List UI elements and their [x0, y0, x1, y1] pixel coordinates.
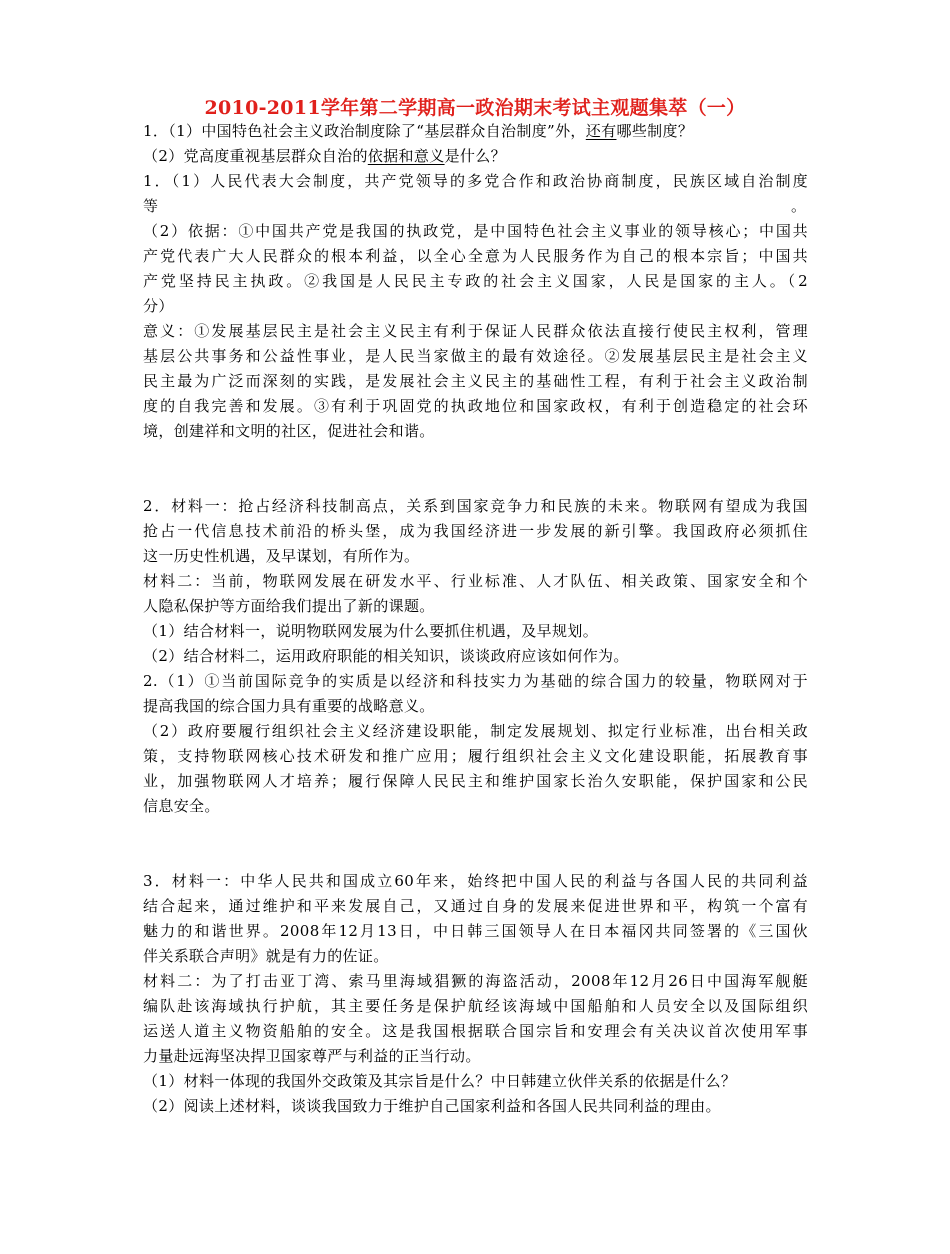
a1-line-3: （2）依据：①中国共产党是我国的执政党，是中国特色社会主义事业的领导核心；中国共 — [143, 222, 808, 240]
a2-line-3: （2）政府要履行组织社会主义经济建设职能，制定发展规划、拟定行业标准，出台相关政 — [143, 722, 808, 740]
q3-line-1: 3．材料一：中华人民共和国成立60年来，始终把中国人民的利益与各国人民的共同利益 — [143, 872, 808, 890]
q3-line-9: （1）材料一体现的我国外交政策及其宗旨是什么？中日韩建立伙伴关系的依据是什么？ — [143, 1072, 737, 1090]
q3-line-2: 结合起来，通过维护和平来发展自己，又通过自身的发展来促进世界和平，构筑一个富有 — [143, 897, 808, 915]
document-title: 2010-2011学年第二学期高一政治期末考试主观题集萃（一） — [204, 97, 746, 119]
q2-line-2: 抢占一代信息技术前沿的桥头堡，成为我国经济进一步发展的新引擎。我国政府必须抓住 — [143, 522, 808, 540]
q3-line-6: 编队赴该海域执行护航，其主要任务是保护航经该海域中国船舶和人员安全以及国际组织 — [143, 997, 808, 1015]
q2-line-4: 材料二：当前，物联网发展在研发水平、行业标准、人才队伍、相关政策、国家安全和个 — [143, 572, 808, 590]
a1-line-11: 境，创建祥和文明的社区，促进社会和谐。 — [143, 422, 435, 440]
q2-line-3: 这一历史性机遇，及早谋划，有所作为。 — [143, 547, 420, 565]
a2-line-6: 信息安全。 — [143, 797, 220, 815]
a1-line-10: 度的自我完善和发展。③有利于巩固党的执政地位和国家政权，有利于创造稳定的社会环 — [143, 397, 808, 415]
q3-line-4: 伴关系联合声明》就是有力的佐证。 — [143, 947, 389, 965]
underlined-text: 依据和意义 — [367, 147, 445, 165]
a1-line-6: 分） — [143, 297, 174, 315]
underlined-text: 还有 — [585, 122, 617, 140]
a1-line-5: 产党坚持民主执政。②我国是人民民主专政的社会主义国家，人民是国家的主人。（2 — [143, 272, 808, 290]
a1-line-4: 产党代表广大人民群众的根本利益，以全心全意为人民服务作为自己的根本宗旨；中国共 — [143, 247, 808, 265]
q2-line-5: 人隐私保护等方面给我们提出了新的课题。 — [143, 597, 435, 615]
a2-line-1: 2.（1）①当前国际竞争的实质是以经济和科技实力为基础的综合国力的较量，物联网对于 — [143, 672, 808, 690]
a1-line-9: 民主最为广泛而深刻的实践，是发展社会主义民主的基础性工程，有利于社会主义政治制 — [143, 372, 808, 390]
q3-line-5: 材料二：为了打击亚丁湾、索马里海域猖獗的海盗活动，2008年12月26日中国海军舰艇 — [143, 972, 808, 990]
q2-line-6: （1）结合材料一，说明物联网发展为什么要抓住机遇，及早规划。 — [143, 622, 599, 640]
q3-line-8: 力量赴远海坚决捍卫国家尊严与利益的正当行动。 — [143, 1047, 481, 1065]
a2-line-5: 业，加强物联网人才培养；履行保障人民民主和维护国家长治久安职能，保护国家和公民 — [143, 772, 808, 790]
a1-line-2: 等 。 — [143, 197, 807, 215]
a2-line-2: 提高我国的综合国力具有重要的战略意义。 — [143, 697, 435, 715]
q1-line-1: 1．（1）中国特色社会主义政治制度除了“基层群众自治制度”外，还有哪些制度？ — [143, 122, 694, 140]
q1-line-2: （2）党高度重视基层群众自治的依据和意义是什么？ — [143, 147, 506, 165]
a2-line-4: 策，支持物联网核心技术研发和推广应用；履行组织社会主义文化建设职能，拓展教育事 — [143, 747, 808, 765]
a1-line-1: 1．（1）人民代表大会制度，共产党领导的多党合作和政治协商制度，民族区域自治制度 — [143, 172, 808, 190]
q2-line-1: 2．材料一：抢占经济科技制高点，关系到国家竞争力和民族的未来。物联网有望成为我国 — [143, 497, 808, 515]
a1-line-7: 意义：①发展基层民主是社会主义民主有利于保证人民群众依法直接行使民主权利，管理 — [143, 322, 808, 340]
q3-line-3: 魅力的和谐世界。2008年12月13日，中日韩三国领导人在日本福冈共同签署的《三国伙 — [143, 922, 808, 940]
q3-line-10: （2）阅读上述材料，谈谈我国致力于维护自己国家利益和各国人民共同利益的理由。 — [143, 1097, 721, 1115]
a1-line-8: 基层公共事务和公益性事业，是人民当家做主的最有效途径。②发展基层民主是社会主义 — [143, 347, 808, 365]
q2-line-7: （2）结合材料二，运用政府职能的相关知识，谈谈政府应该如何作为。 — [143, 647, 629, 665]
q3-line-7: 运送人道主义物资船舶的安全。这是我国根据联合国宗旨和安理会有关决议首次使用军事 — [143, 1022, 808, 1040]
